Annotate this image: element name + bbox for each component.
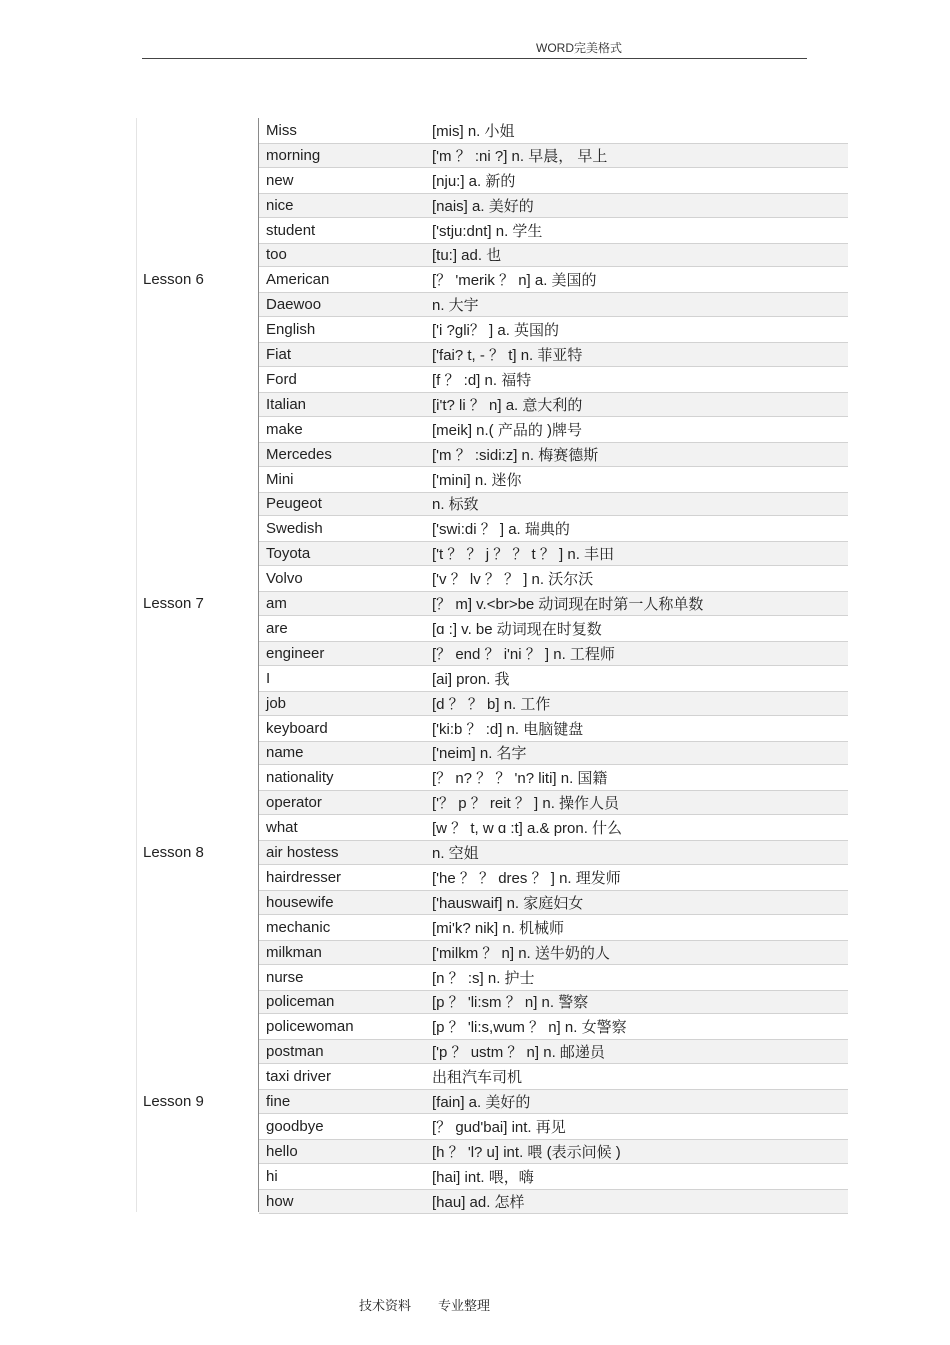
vocab-definition: n. 大宇 bbox=[432, 297, 479, 315]
vocab-word: air hostess bbox=[266, 844, 339, 862]
vocab-word: nurse bbox=[266, 968, 304, 986]
vocab-definition: [meik] n.( 产品的 )牌号 bbox=[432, 421, 583, 439]
row-background bbox=[259, 666, 848, 691]
table-row bbox=[0, 143, 950, 168]
vocab-word: am bbox=[266, 595, 287, 613]
vocab-definition: [ɑ :] v. be 动词现在时复数 bbox=[432, 620, 602, 638]
row-background bbox=[259, 691, 848, 716]
table-row bbox=[0, 118, 950, 143]
row-background bbox=[259, 367, 848, 392]
vocab-definition: [？ end ？ i'ni ？ ] n. 工程师 bbox=[432, 645, 615, 663]
row-background bbox=[259, 492, 848, 517]
vocab-word: Miss bbox=[266, 121, 297, 139]
table-row bbox=[0, 442, 950, 467]
table-row bbox=[0, 541, 950, 566]
vocab-word: name bbox=[266, 744, 304, 762]
table-row bbox=[0, 915, 950, 940]
vocab-definition: [p ？ 'li:sm ？ n] n. 警察 bbox=[432, 994, 589, 1012]
vocab-word: hairdresser bbox=[266, 868, 342, 886]
row-background bbox=[259, 168, 848, 193]
vocab-definition: [w ？ t, w ɑ :t] a.& pron. 什么 bbox=[432, 820, 623, 838]
lesson-label: Lesson 6 bbox=[143, 271, 204, 289]
table-row bbox=[0, 1089, 950, 1114]
vocab-definition: [tu:] ad. 也 bbox=[432, 247, 502, 265]
vocab-definition: [h ？ 'l? u] int. 喂 (表示问候 ) bbox=[432, 1143, 621, 1161]
vocab-word: English bbox=[266, 321, 316, 339]
row-background bbox=[259, 840, 848, 865]
table-row bbox=[0, 865, 950, 890]
vocab-definition: [f ？ :d] n. 福特 bbox=[432, 371, 532, 389]
table-row bbox=[0, 267, 950, 292]
vocab-definition: n. 空姐 bbox=[432, 845, 479, 863]
table-row bbox=[0, 292, 950, 317]
row-background bbox=[259, 218, 848, 243]
vocab-definition: [hai] int. 喂，嗨 bbox=[432, 1168, 534, 1186]
vocab-definition: ['v ？ lv ？ ？ ] n. 沃尔沃 bbox=[432, 571, 594, 589]
vocab-word: housewife bbox=[266, 893, 334, 911]
row-background bbox=[259, 243, 848, 268]
vocab-word: keyboard bbox=[266, 719, 328, 737]
vocab-definition: [fain] a. 美好的 bbox=[432, 1094, 531, 1112]
table-row bbox=[0, 666, 950, 691]
vocab-word: nice bbox=[266, 196, 294, 214]
table-row bbox=[0, 1039, 950, 1064]
table-row bbox=[0, 1064, 950, 1089]
table-row bbox=[0, 765, 950, 790]
vocab-definition: ['hauswaif] n. 家庭妇女 bbox=[432, 894, 584, 912]
vocab-word: fine bbox=[266, 1093, 291, 1111]
lesson-label: Lesson 9 bbox=[143, 1093, 204, 1111]
vocab-word: new bbox=[266, 171, 294, 189]
row-background bbox=[259, 193, 848, 218]
vocab-word: Peugeot bbox=[266, 495, 322, 513]
table-row bbox=[0, 467, 950, 492]
vocab-word: operator bbox=[266, 794, 322, 812]
lesson-label: Lesson 8 bbox=[143, 844, 204, 862]
vocab-word: milkman bbox=[266, 943, 322, 961]
table-row bbox=[0, 1189, 950, 1214]
vocab-word: what bbox=[266, 819, 298, 837]
vocab-word: how bbox=[266, 1192, 294, 1210]
table-row bbox=[0, 317, 950, 342]
vocab-definition: ['mini] n. 迷你 bbox=[432, 471, 522, 489]
vocab-definition: ['fai? t, - ？ t] n. 菲亚特 bbox=[432, 347, 583, 365]
vocab-definition: [mi'k? nik] n. 机械师 bbox=[432, 919, 565, 937]
table-row bbox=[0, 840, 950, 865]
page-header-title: WORD完美格式 bbox=[536, 41, 622, 55]
vocab-definition: ['p ？ ustm ？ n] n. 邮递员 bbox=[432, 1044, 605, 1062]
vocab-definition: ['？ p ？ reit ？ ] n. 操作人员 bbox=[432, 795, 620, 813]
table-row bbox=[0, 940, 950, 965]
vocab-definition: ['t ？ ？ j ？ ？ t ？ ] n. 丰田 bbox=[432, 546, 615, 564]
vocab-word: are bbox=[266, 619, 288, 637]
vocab-definition: ['stju:dnt] n. 学生 bbox=[432, 222, 543, 240]
vocab-word: Swedish bbox=[266, 520, 323, 538]
row-background bbox=[259, 1189, 848, 1214]
lesson-label: Lesson 7 bbox=[143, 595, 204, 613]
table-row bbox=[0, 516, 950, 541]
table-row bbox=[0, 492, 950, 517]
vocab-definition: [？ 'merik ？ n] a. 美国的 bbox=[432, 272, 597, 290]
vocab-definition: n. 标致 bbox=[432, 496, 479, 514]
vocab-word: Mini bbox=[266, 470, 294, 488]
table-row bbox=[0, 965, 950, 990]
header-divider bbox=[142, 58, 807, 59]
table-row bbox=[0, 417, 950, 442]
vocab-word: student bbox=[266, 221, 316, 239]
vocab-word: Mercedes bbox=[266, 445, 332, 463]
vocab-word: mechanic bbox=[266, 918, 331, 936]
table-row bbox=[0, 1114, 950, 1139]
vocab-word: Italian bbox=[266, 395, 307, 413]
vocab-word: Toyota bbox=[266, 545, 311, 563]
vocab-word: Fiat bbox=[266, 346, 292, 364]
vocab-definition: [？ n? ？ ？ 'n? liti] n. 国籍 bbox=[432, 770, 608, 788]
vocab-definition: ['he ？ ？ dres ？ ] n. 理发师 bbox=[432, 869, 621, 887]
table-row bbox=[0, 193, 950, 218]
vocab-definition: ['neim] n. 名字 bbox=[432, 745, 527, 763]
table-row bbox=[0, 218, 950, 243]
vocab-word: Volvo bbox=[266, 570, 303, 588]
vocab-definition: ['i ?gli？ ] a. 英国的 bbox=[432, 322, 560, 340]
vocab-definition: 出租汽车司机 bbox=[432, 1069, 523, 1087]
table-row bbox=[0, 641, 950, 666]
footer-right-text: 专业整理 bbox=[438, 1299, 491, 1314]
vocab-word: policeman bbox=[266, 993, 335, 1011]
table-row bbox=[0, 741, 950, 766]
vocab-definition: ['ki:b ？ :d] n. 电脑键盘 bbox=[432, 720, 584, 738]
vocab-definition: [nais] a. 美好的 bbox=[432, 197, 534, 215]
table-row bbox=[0, 566, 950, 591]
table-row bbox=[0, 243, 950, 268]
vocab-word: too bbox=[266, 246, 287, 264]
vocab-word: policewoman bbox=[266, 1018, 354, 1036]
table-row bbox=[0, 790, 950, 815]
vocab-definition: [p ？ 'li:s,wum ？ n] n. 女警察 bbox=[432, 1019, 627, 1037]
vocab-definition: [hau] ad. 怎样 bbox=[432, 1193, 525, 1211]
table-row bbox=[0, 367, 950, 392]
vocab-word: nationality bbox=[266, 769, 334, 787]
table-row bbox=[0, 815, 950, 840]
vocab-word: American bbox=[266, 271, 330, 289]
row-background bbox=[259, 467, 848, 492]
row-background bbox=[259, 118, 848, 143]
row-background bbox=[259, 1089, 848, 1114]
vocab-word: engineer bbox=[266, 644, 325, 662]
vocab-definition: [n ？ :s] n. 护士 bbox=[432, 969, 535, 987]
vocab-word: Ford bbox=[266, 370, 297, 388]
table-row bbox=[0, 1164, 950, 1189]
vocab-definition: [ai] pron. 我 bbox=[432, 670, 510, 688]
row-background bbox=[259, 741, 848, 766]
vocab-definition: [？ m] v.<br>be 动词现在时第一人称单数 bbox=[432, 596, 704, 614]
row-background bbox=[259, 965, 848, 990]
vocab-definition: [nju:] a. 新的 bbox=[432, 172, 516, 190]
vocab-word: Daewoo bbox=[266, 296, 322, 314]
vocab-word: hello bbox=[266, 1142, 298, 1160]
vocab-definition: [d ？ ？ b] n. 工作 bbox=[432, 695, 551, 713]
row-background bbox=[259, 292, 848, 317]
table-row bbox=[0, 1139, 950, 1164]
vocab-word: hi bbox=[266, 1167, 278, 1185]
table-row bbox=[0, 1014, 950, 1039]
vocab-definition: ['m ？ :sidi:z] n. 梅赛德斯 bbox=[432, 446, 599, 464]
table-row bbox=[0, 890, 950, 915]
vocab-word: goodbye bbox=[266, 1117, 324, 1135]
table-row bbox=[0, 342, 950, 367]
row-background bbox=[259, 1064, 848, 1089]
table-row bbox=[0, 168, 950, 193]
vocab-word: postman bbox=[266, 1043, 324, 1061]
row-background bbox=[259, 1164, 848, 1189]
table-row bbox=[0, 691, 950, 716]
table-row bbox=[0, 716, 950, 741]
vocab-word: I bbox=[266, 669, 271, 687]
vocab-word: morning bbox=[266, 146, 321, 164]
vocab-definition: ['swi:di ？ ] a. 瑞典的 bbox=[432, 521, 570, 539]
vocab-word: job bbox=[266, 694, 287, 712]
footer-left-text: 技术资料 bbox=[359, 1299, 412, 1314]
vocab-definition: [mis] n. 小姐 bbox=[432, 122, 515, 140]
vocab-word: taxi driver bbox=[266, 1068, 332, 1086]
vocab-definition: [？ gud'bai] int. 再见 bbox=[432, 1118, 566, 1136]
vocab-definition: [i't? li ？ n] a. 意大利的 bbox=[432, 396, 583, 414]
table-row bbox=[0, 392, 950, 417]
vocab-definition: ['m ？ :ni ?] n. 早晨， 早上 bbox=[432, 147, 608, 165]
vocab-word: make bbox=[266, 420, 303, 438]
table-row bbox=[0, 616, 950, 641]
vocab-definition: ['milkm ？ n] n. 送牛奶的人 bbox=[432, 944, 610, 962]
table-row bbox=[0, 990, 950, 1015]
table-row bbox=[0, 591, 950, 616]
